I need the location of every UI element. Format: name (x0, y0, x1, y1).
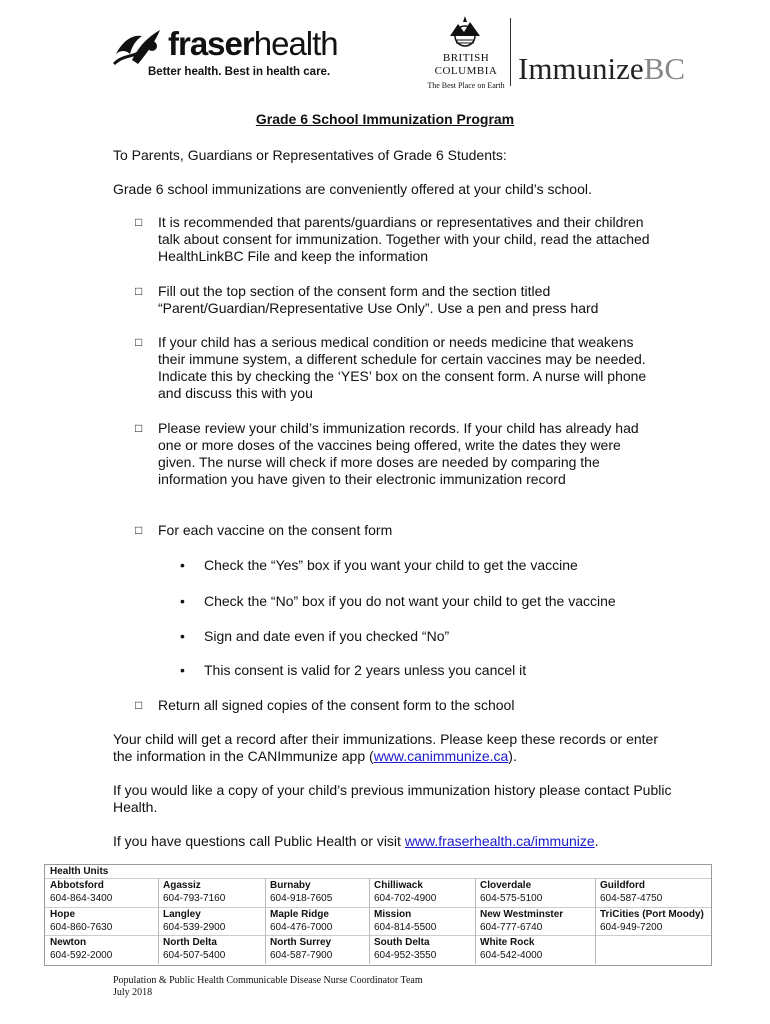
health-unit (45, 909, 150, 937)
bullet-icon: • (180, 593, 185, 609)
checkbox-icon: □ (135, 215, 143, 229)
intro-text: Grade 6 school immunizations are conveniently offered at your child’s school. (113, 181, 592, 197)
health-unit (475, 909, 580, 937)
questions-paragraph: If you have questions call Public Health or visit www.fraserhealth.ca/immunize. (113, 833, 599, 849)
unit-phone: 604-507-5400 (163, 950, 226, 961)
health-unit (595, 909, 704, 937)
health-unit (265, 880, 370, 908)
footer (113, 975, 423, 999)
fraserhealth-wordmark: fraserhealth (168, 25, 338, 62)
fraserhealth-logo (112, 22, 338, 84)
footer-date: July 2018 (113, 987, 153, 998)
bc-line2: COLUMBIA (434, 65, 498, 77)
health-units-table (44, 864, 712, 966)
unit-phone: 604-592-2000 (50, 950, 113, 961)
greeting: To Parents, Guardians or Representatives of Grade 6 Students: (113, 147, 507, 163)
checkbox-icon: □ (135, 698, 143, 712)
unit-phone: 604-814-5500 (374, 922, 437, 933)
health-unit (475, 880, 580, 908)
bullet-item-text: Check the “Yes” box if you want your child to get the vaccine (204, 557, 578, 573)
fraserhealth-swoosh-icon (112, 24, 166, 68)
unit-name: Agassiz (163, 880, 201, 891)
footer-team: Population & Public Health Communicable Disease Nurse Coordinator Team (113, 975, 423, 986)
checklist-item-text: If your child has a serious medical condition or needs medicine that weakens their immune system, a different schedule for certain vaccines may be needed. Indicate this by checking the ‘YES’ box on the consent form. A nurse will phone and discuss this with you (158, 334, 647, 401)
bullet-icon: • (180, 662, 185, 678)
health-unit (158, 880, 263, 908)
unit-phone: 604-575-5100 (480, 893, 543, 904)
unit-phone: 604-918-7605 (270, 893, 333, 904)
health-unit (369, 909, 474, 937)
unit-name: Abbotsford (50, 880, 104, 891)
checklist-item-text: It is recommended that parents/guardians or representatives and their children talk about consent for immunization. Together with your child, read the attached HealthLinkBC File and keep the information (158, 214, 650, 264)
unit-name: South Delta (374, 937, 430, 948)
unit-phone: 604-476-7000 (270, 922, 333, 933)
unit-name: Burnaby (270, 880, 311, 891)
unit-phone: 604-702-4900 (374, 893, 437, 904)
bc-crest-icon (442, 14, 488, 48)
health-unit (265, 937, 370, 965)
unit-name: Maple Ridge (270, 909, 329, 920)
logo-divider (510, 18, 511, 86)
immunizebc-logo: ImmunizeBC (518, 51, 686, 86)
health-unit (45, 880, 150, 908)
unit-name: Chilliwack (374, 880, 423, 891)
bc-line1: BRITISH (442, 52, 490, 64)
bullet-item-text: Check the “No” box if you do not want your child to get the vaccine (204, 593, 616, 609)
unit-name: Hope (50, 909, 75, 920)
unit-phone: 604-860-7630 (50, 922, 113, 933)
health-unit (265, 909, 370, 937)
unit-phone: 604-793-7160 (163, 893, 226, 904)
health-unit (158, 909, 263, 937)
unit-phone: 604-587-4750 (600, 893, 663, 904)
unit-phone: 604-587-7900 (270, 950, 333, 961)
unit-phone: 604-864-3400 (50, 893, 113, 904)
checklist-item-text: Return all signed copies of the consent form to the school (158, 697, 515, 713)
british-columbia-logo (416, 14, 516, 94)
checklist-item-text: Fill out the top section of the consent form and the section titled “Parent/Guardian/Representative Use Only”. Use a pen and press hard (158, 283, 599, 316)
table-divider (45, 878, 711, 879)
health-unit (475, 937, 580, 965)
copy-request-paragraph: If you would like a copy of your child’s previous immunization history please contact Public Health. (113, 782, 672, 815)
fraserhealth-tagline: Better health. Best in health care. (148, 66, 331, 78)
unit-name: North Surrey (270, 937, 332, 948)
unit-name: TriCities (Port Moody) (600, 909, 704, 920)
unit-name: White Rock (480, 937, 535, 948)
unit-phone: 604-777-6740 (480, 922, 543, 933)
bullet-icon: • (180, 557, 185, 573)
bullet-item-text: This consent is valid for 2 years unless you cancel it (204, 662, 527, 678)
checkbox-icon: □ (135, 284, 143, 298)
unit-name: Cloverdale (480, 880, 532, 891)
bullet-item-text: Sign and date even if you checked “No” (204, 628, 450, 644)
records-paragraph: Your child will get a record after their immunizations. Please keep these records or enter the information in the CANImmunize app (www.canimmunize.ca). (113, 731, 658, 764)
unit-name: New Westminster (480, 909, 564, 920)
health-units-heading: Health Units (50, 866, 109, 877)
health-unit (595, 880, 700, 908)
unit-name: Langley (163, 909, 201, 920)
health-unit (158, 937, 263, 965)
bullet-icon: • (180, 628, 185, 644)
checkbox-icon: □ (135, 523, 143, 537)
health-unit (369, 880, 474, 908)
unit-phone: 604-952-3550 (374, 950, 437, 961)
document-title: Grade 6 School Immunization Program (255, 111, 515, 127)
unit-phone: 604-539-2900 (163, 922, 226, 933)
unit-name: Newton (50, 937, 87, 948)
unit-name: Guildford (600, 880, 645, 891)
fraserhealth-immunize-link[interactable]: www.fraserhealth.ca/immunize (404, 833, 595, 849)
bc-slogan: The Best Place on Earth (427, 81, 505, 90)
health-unit (369, 937, 474, 965)
checkbox-icon: □ (135, 421, 143, 435)
checklist-item-text: For each vaccine on the consent form (158, 522, 393, 538)
unit-name: Mission (374, 909, 412, 920)
checklist-item-text: Please review your child’s immunization records. If your child has already had one or more doses of the vaccines being offered, write the dates they were given. The nurse will check if more doses are needed by comparing the information you have given to their electronic immunization record (158, 420, 639, 487)
unit-name: North Delta (163, 937, 217, 948)
canimmunize-link[interactable]: www.canimmunize.ca (373, 748, 509, 764)
unit-phone: 604-949-7200 (600, 922, 663, 933)
checkbox-icon: □ (135, 335, 143, 349)
unit-phone: 604-542-4000 (480, 950, 543, 961)
health-unit (45, 937, 150, 965)
